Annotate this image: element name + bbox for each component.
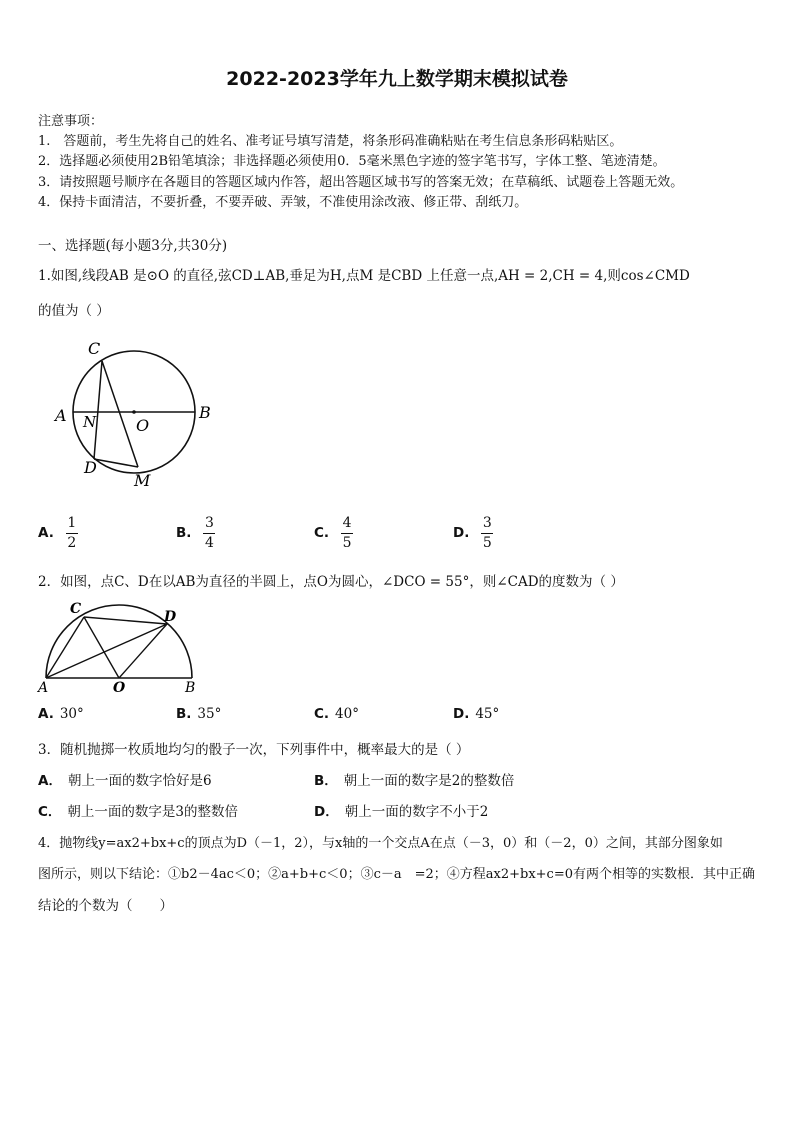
label-b: B [185, 680, 196, 695]
label-c: C [70, 601, 82, 617]
label-n: N [83, 413, 97, 431]
q1-option-b: B. $\frac{3}{4}$ [176, 515, 214, 551]
q3-option-d: D． 朝上一面的数字不小于2 [314, 804, 489, 820]
q2-option-a: A. 30° [38, 706, 84, 722]
chord-cd [94, 361, 102, 459]
note-item: 1. 答题前，考生先将自己的姓名、准考证号填写清楚，将条形码准确粘贴在考生信息条形码粘贴区。 [38, 134, 623, 149]
q1-text-line1: 1.如图,线段AB 是⊙O 的直径,弦CD⊥AB,垂足为H,点M 是CBD 上任意一点,AH = 2,CH = 4,则cos∠CMD [38, 268, 690, 284]
center-point [132, 410, 136, 414]
q2-text: 2．如图，点C、D在以AB为直径的半圆上，点O为圆心，∠DCO = 55°，则∠CAD的度数为（ ） [38, 574, 624, 590]
q2-semicircle-figure [34, 600, 214, 695]
q2-option-d: D. 45° [453, 706, 500, 722]
label-d: D [84, 458, 97, 477]
segment-cm [102, 361, 138, 467]
label-d: D [164, 609, 177, 625]
label-a: A [38, 680, 49, 695]
label-c: C [88, 339, 101, 358]
label-b: B [199, 403, 211, 422]
label-m: M [134, 471, 151, 490]
q3-option-a: A． 朝上一面的数字恰好是6 [38, 773, 212, 789]
notes-heading: 注意事项： [38, 114, 104, 129]
q1-option-c: C. $\frac{4}{5}$ [314, 515, 352, 551]
segment-cd [84, 617, 167, 624]
segment-ad [46, 624, 167, 678]
label-o: O [136, 416, 150, 435]
q2-option-b: B. 35° [176, 706, 222, 722]
label-a: A [55, 406, 67, 425]
page-title: 2022-2023学年九上数学期末模拟试卷 [226, 68, 568, 90]
q3-text: 3．随机抛掷一枚质地均匀的骰子一次，下列事件中，概率最大的是（ ） [38, 742, 470, 758]
section-heading: 一、选择题(每小题3分,共30分) [38, 238, 228, 254]
q1-circle-figure [50, 335, 230, 495]
segment-do [119, 624, 167, 678]
note-item: 3．请按照题号顺序在各题目的答题区域内作答，超出答题区域书写的答案无效；在草稿纸、试题卷上答题无效。 [38, 175, 684, 190]
q2-option-c: C. 40° [314, 706, 359, 722]
q3-option-c: C． 朝上一面的数字是3的整数倍 [38, 804, 239, 820]
q4-text-line3: 结论的个数为（ ） [38, 898, 173, 914]
label-o: O [113, 680, 126, 695]
q1-option-d: D. $\frac{3}{5}$ [453, 515, 492, 551]
q1-option-a: A. $\frac{1}{2}$ [38, 515, 77, 551]
q1-text-line2: 的值为（ ） [38, 303, 110, 319]
q4-text-line1: 4．抛物线y=ax2+bx+c的顶点为D（－1，2），与x轴的一个交点A在点（－3，0）和（－2，0）之间，其部分图象如 [38, 836, 723, 851]
q4-text-line2: 图所示，则以下结论：①b2－4ac＜0；②a+b+c＜0；③c－a =2；④方程ax2+bx+c=0有两个相等的实数根．其中正确 [38, 867, 756, 882]
note-item: 4．保持卡面清洁，不要折叠，不要弄破、弄皱，不准使用涂改液、修正带、刮纸刀。 [38, 195, 528, 210]
q3-option-b: B． 朝上一面的数字是2的整数倍 [314, 773, 515, 789]
note-item: 2．选择题必须使用2B铅笔填涂；非选择题必须使用0．5毫米黑色字迹的签字笔书写，字体工整、笔迹清楚。 [38, 154, 666, 169]
